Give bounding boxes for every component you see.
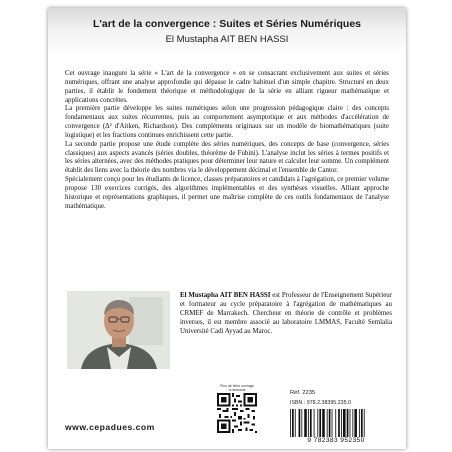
description-paragraph: La première partie développe les suites numériques selon une progression pédagogique claire : des concepts fondamentaux aux suites récurrentes, puis au comportement asymptotique et aux méthodes d'accélération de convergence (Δ² d'Aitken, Richardson). Des compléments originaux sur un modèle de biomathématiques (suite logistique) et les fractions continues enrichissent cette partie. — [65, 105, 389, 139]
description-paragraph: Cet ouvrage inaugure la série « L'art de la convergence » en se consacrant exclusivement aux suites et séries numériques, offrant une analyse approfondie qui dépasse le cadre habituel d'un simple chapitre. Structuré en deux parties, il établit le fondement théorique et méthodologique de la série en alliant rigueur mathématique et applications concrètes. — [65, 70, 389, 104]
bio-text — [180, 292, 392, 337]
header-band — [48, 8, 406, 58]
author-portrait-image — [67, 291, 170, 369]
book-author: El Mustapha AIT BEN HASSI — [165, 34, 289, 45]
bio-author-name: El Mustapha AIT BEN HASSI — [180, 292, 271, 299]
description-paragraph: La seconde partie propose une étude complète des séries numériques, des concepts de base (convergence, séries classiques) aux aspects avancés (séries doubles, théorème de Fubini). L'analyse inclut les séries à termes positifs et les séries alternées, avec des méthodes pratiques pour déterminer leur nature et calculer leur somme. Un complément établit des liens avec la théorie des nombres via le développement décimal et l'ensemble de Cantor. — [65, 140, 389, 175]
author-bio — [67, 291, 390, 373]
author-photo — [67, 291, 170, 369]
barcode-icon — [288, 409, 386, 437]
isbn-number: ISBN : 978.2.38395.235.0 — [290, 400, 351, 406]
bio-description: est Professeur de l'Enseignement Supérieur et formateur au cycle préparatoire à l'agrégation de mathématiques au CRMEF de Marrakech. Chercheur en théorie de contrôle et problèmes inverses, il est membre associé au laboratoire LMMAS, Faculté Semlalia Université Cadi Ayyad au Maroc. — [180, 292, 392, 335]
book-reference: Réf. 2235 — [290, 390, 316, 396]
qr-code-icon — [217, 393, 257, 433]
publisher-website: www.cepadues.com — [65, 422, 155, 432]
barcode-digits: 9 782383 952350 — [307, 437, 365, 444]
back-cover — [48, 8, 406, 449]
qr-caption: Plus de fiche ouvrage ci-dessous — [220, 384, 254, 392]
description-paragraph: Spécialement conçu pour les étudiants de licence, classes préparatoires et candidats à l'agrégation, ce premier volume propose 130 exercices corrigés, des algorithmes implémentables et des synthèses visuelles. Alliant approche historique et représentations graphiques, il permet une maîtrise complète de ces outils fondamentaux de l'analyse mathématique. — [65, 176, 389, 210]
book-title: L'art de la convergence : Suites et Séries Numériques — [92, 18, 361, 30]
description-text — [65, 70, 389, 212]
